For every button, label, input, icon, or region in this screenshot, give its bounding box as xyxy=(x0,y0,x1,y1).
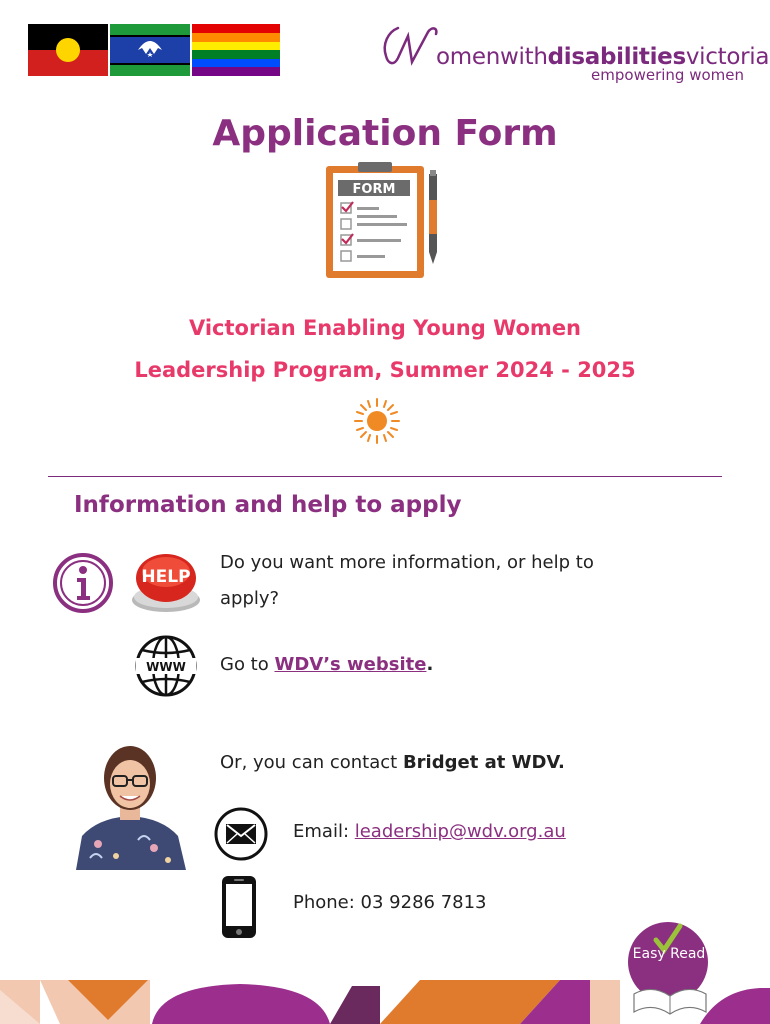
torres-strait-islander-flag xyxy=(110,24,190,76)
website-line: Go to WDV’s website. xyxy=(220,654,434,675)
program-title-line-2: Leadership Program, Summer 2024 - 2025 xyxy=(134,358,636,382)
contact-line: Or, you can contact Bridget at WDV. xyxy=(220,752,565,773)
wdv-website-link[interactable]: WDV’s website xyxy=(274,654,427,675)
www-icon-label: WWW xyxy=(146,660,186,674)
phone-number: 03 9286 7813 xyxy=(360,892,487,913)
program-title-line-1: Victorian Enabling Young Women xyxy=(188,316,582,340)
logo-tagline: empowering women xyxy=(591,66,744,84)
phone-line: Phone: 03 9286 7813 xyxy=(293,892,487,913)
phone-icon xyxy=(218,874,262,940)
logo-w-mark xyxy=(378,22,442,74)
easy-read-label: Easy Read xyxy=(632,946,706,962)
wdv-logo xyxy=(378,22,770,86)
info-icon xyxy=(52,552,114,614)
form-icon-label: FORM xyxy=(352,182,396,197)
aboriginal-flag xyxy=(28,24,108,76)
rainbow-pride-flag xyxy=(192,24,280,76)
email-icon xyxy=(213,806,269,862)
section-divider xyxy=(48,476,722,477)
email-link[interactable]: leadership@wdv.org.au xyxy=(354,821,566,842)
logo-wordmark: omenwithdisabilitiesvictoria xyxy=(436,44,770,70)
sun-icon xyxy=(352,396,402,446)
globe-www-icon xyxy=(134,634,198,698)
section-heading: Information and help to apply xyxy=(74,492,462,518)
form-clipboard-icon xyxy=(324,160,448,280)
page-title: Application Form xyxy=(212,113,558,154)
email-line: Email: leadership@wdv.org.au xyxy=(293,821,566,842)
help-icon-label: HELP xyxy=(141,567,191,587)
info-text: Do you want more information, or help to apply? xyxy=(220,552,594,609)
footer-decoration xyxy=(0,980,770,1024)
help-button-icon xyxy=(128,550,204,616)
bridget-photo xyxy=(68,744,192,870)
